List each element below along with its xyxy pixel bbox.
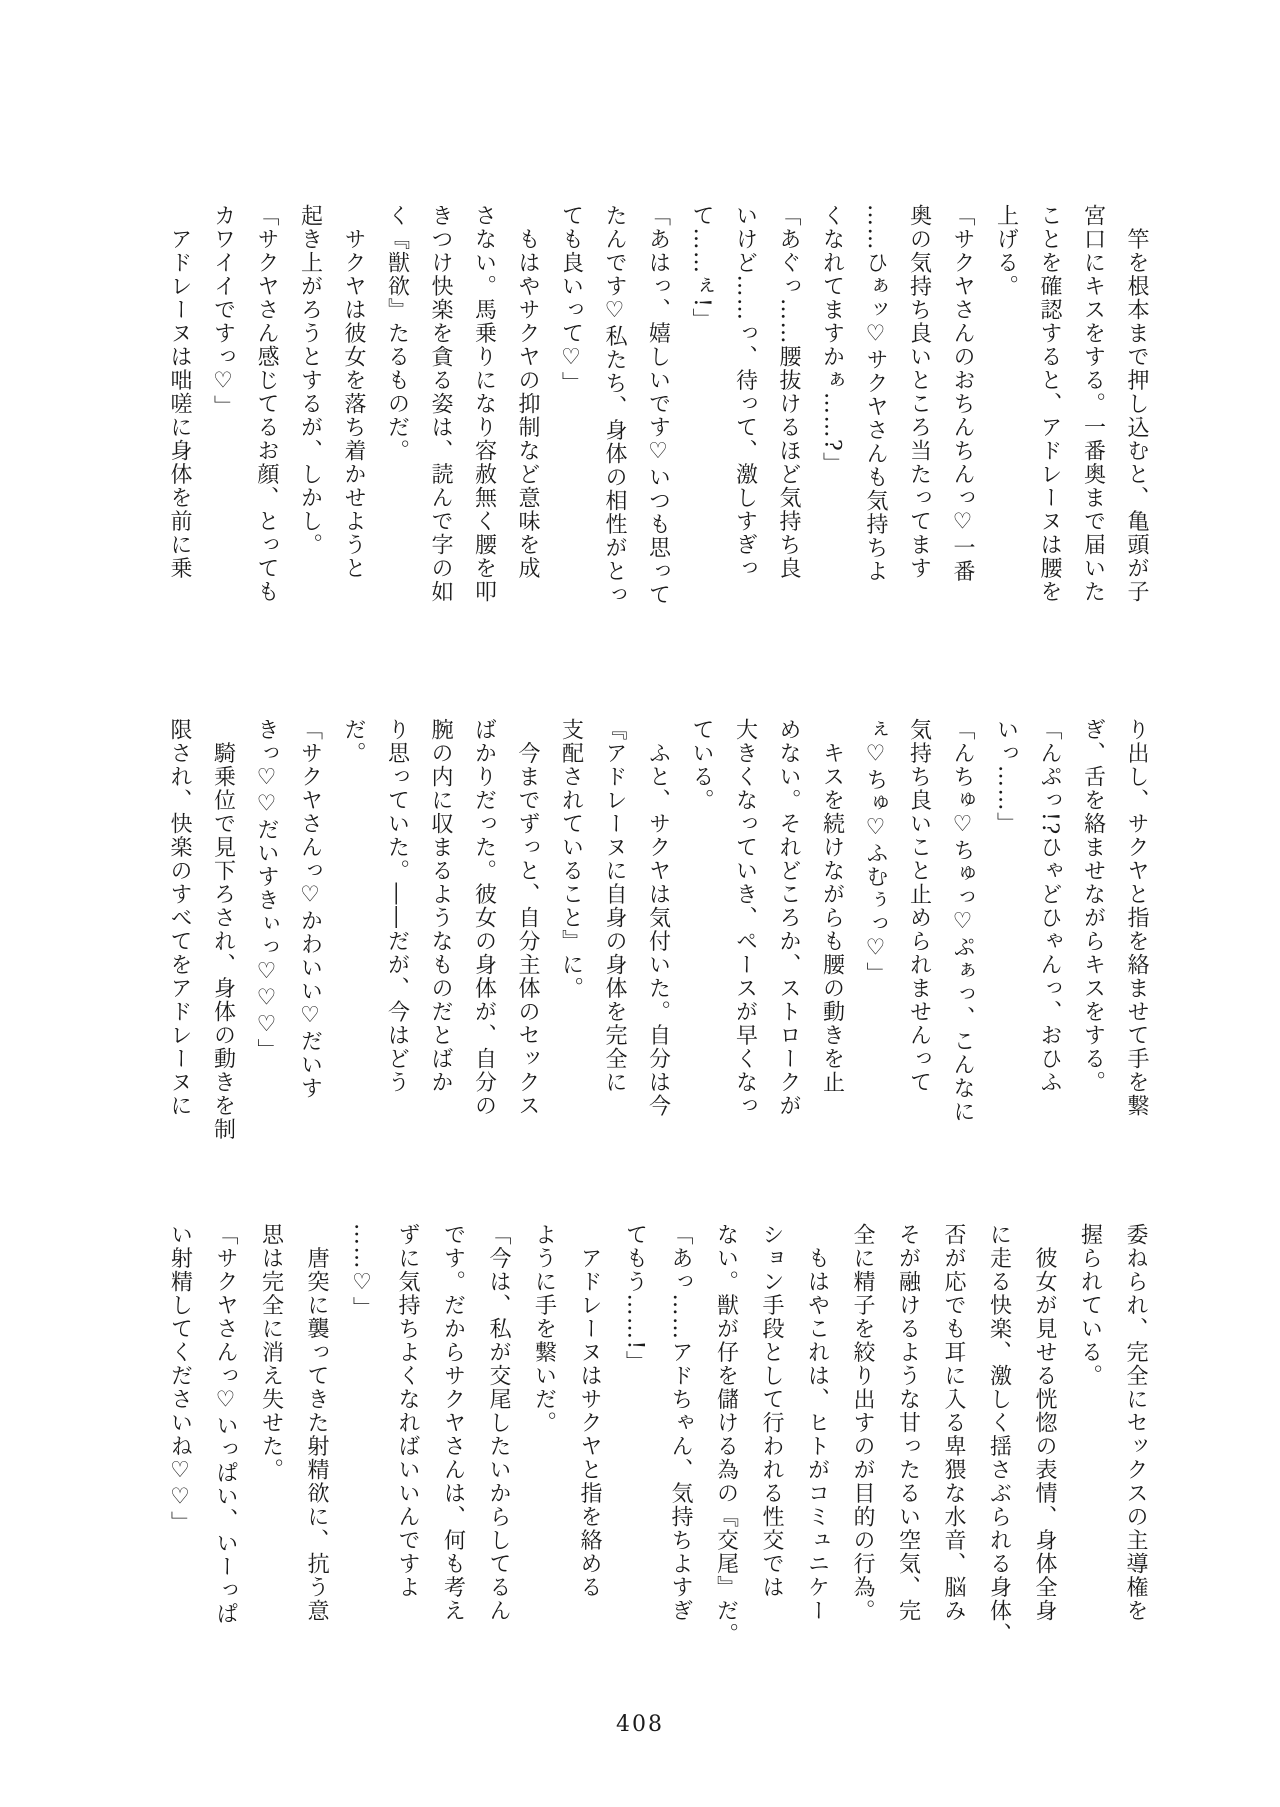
text-column: ……ひぁッ♡サクヤさんも気持ちよ xyxy=(863,204,888,583)
text-column: くなれてますかぁ……?」 xyxy=(819,204,845,476)
text-column: ても良いって♡」 xyxy=(558,204,584,395)
text-column: 『アドレーヌに自身の身体を完全に xyxy=(602,718,627,1094)
text-column: 握られている。 xyxy=(1077,1223,1103,1388)
text-column: 「サクヤさん感じてるお顔、とっても xyxy=(254,204,279,604)
text-column: たんです♡私たち、身体の相性がとっ xyxy=(602,204,627,607)
text-column: 「今は、私が交尾したいからしてるん xyxy=(486,1223,511,1623)
text-column: に走る快楽、激しく揺さぶられる身体、 xyxy=(986,1223,1012,1646)
text-column: アドレーヌはサクヤと指を絡める xyxy=(577,1223,602,1599)
text-column: 唐突に襲ってきた射精欲に、抗う意 xyxy=(304,1223,329,1623)
text-column: いけど……っ、待って、激しすぎっ xyxy=(732,204,758,580)
text-column: 宮口にキスをする。一番奥まで届いた xyxy=(1080,204,1106,604)
text-column: だ。 xyxy=(341,718,366,765)
text-band-bottom xyxy=(157,1223,1158,1655)
text-column: 「サクヤさんっ♡かわいい♡だいす xyxy=(297,718,323,1100)
text-column: 「んぷっ!?ひゃどひゃんっ、おひふ xyxy=(1037,718,1062,1095)
text-column: 「あはっ、嬉しいです♡いつも思って xyxy=(645,204,671,607)
text-column: 起き上がろうとするが、しかし。 xyxy=(297,204,323,557)
text-column: い射精してくださいね♡♡」 xyxy=(167,1223,193,1535)
text-column: ずに気持ちよくなればいいんですよ xyxy=(395,1223,420,1599)
text-column: 「あっ……アドちゃん、気持ちよすぎ xyxy=(668,1223,693,1623)
text-column: 竿を根本まで押し込むと、亀頭が子 xyxy=(1124,204,1149,604)
text-column: ……♡」 xyxy=(349,1223,375,1320)
text-column: 騎乗位で見下ろされ、身体の動きを制 xyxy=(210,718,236,1141)
text-column: 否が応でも耳に入る卑猥な水音、脳み xyxy=(941,1223,966,1623)
text-column: サクヤは彼女を落ち着かせようと xyxy=(341,204,366,580)
text-column: ぎ、舌を絡ませながらキスをする。 xyxy=(1080,718,1106,1094)
text-band-top xyxy=(158,204,1159,636)
text-column: 大きくなっていき、ペースが早くなっ xyxy=(732,718,758,1118)
text-column: 全に精子を絞り出すのが目的の行為。 xyxy=(850,1223,875,1623)
text-column: アドレーヌは咄嗟に身体を前に乗 xyxy=(167,204,192,580)
text-column: ふと、サクヤは気付いた。自分は今 xyxy=(645,718,671,1118)
text-column: 「サクヤさんっ♡いっぱい、いーっぱ xyxy=(213,1223,238,1626)
text-column: 「あぐっ……腰抜けるほど気持ち良 xyxy=(776,204,801,580)
text-column: 腕の内に収まるようなものだとばか xyxy=(428,718,453,1094)
text-column: 「んちゅ♡ちゅっ♡ぷぁっ、こんなに xyxy=(950,718,975,1124)
text-column: 上げる。 xyxy=(993,204,1019,298)
text-column: てもう……!」 xyxy=(622,1223,648,1375)
text-column: キスを続けながらも腰の動きを止 xyxy=(819,718,845,1094)
text-column: 限され、快楽のすべてをアドレーヌに xyxy=(167,718,192,1118)
text-column: そが融けるような甘ったるい空気、完 xyxy=(895,1223,921,1623)
text-column: ように手を繋いだ。 xyxy=(531,1223,557,1435)
text-column: ション手段として行われる性交では xyxy=(759,1223,784,1599)
text-column: さない。馬乗りになり容赦無く腰を叩 xyxy=(471,204,497,604)
text-column: く『獣欲』たるものだ。 xyxy=(384,204,410,463)
text-column: 支配されていること』に。 xyxy=(558,718,584,1000)
text-column: 委ねられ、完全にセックスの主導権を xyxy=(1123,1223,1148,1623)
text-column: ている。 xyxy=(689,718,714,812)
text-column: ない。獣が仔を儲ける為の『交尾』だ。 xyxy=(713,1223,739,1646)
text-column: ばかりだった。彼女の身体が、自分の xyxy=(471,718,497,1118)
text-column: 奥の気持ち良いところ当たってます xyxy=(906,204,932,580)
text-column: て……ぇ!」 xyxy=(689,204,714,332)
text-column: もはやサクヤの抑制など意味を成 xyxy=(515,204,540,580)
text-column: です。だからサクヤさんは、何も考え xyxy=(440,1223,466,1623)
text-column: 「サクヤさんのおちんちんっ♡一番 xyxy=(950,204,975,583)
page-number: 408 xyxy=(616,1712,664,1737)
text-column: カワイイですっ♡」 xyxy=(210,204,236,419)
text-column: 彼女が見せる恍惚の表情、身体全身 xyxy=(1032,1223,1057,1623)
text-column: いっ……」 xyxy=(993,718,1019,836)
text-column: り出し、サクヤと指を絡ませて手を繋 xyxy=(1124,718,1149,1118)
text-column: 気持ち良いこと止められませんって xyxy=(906,718,932,1094)
text-band-middle xyxy=(158,718,1159,1150)
text-column: 今までずっと、自分主体のセックス xyxy=(515,718,540,1118)
text-column: もはやこれは、ヒトがコミュニケー xyxy=(804,1223,830,1623)
text-column: ぇ♡ちゅ♡ふむぅっ♡」 xyxy=(863,718,888,986)
text-column: きつけ快楽を貪る姿は、読んで字の如 xyxy=(428,204,453,604)
text-column: り思っていた。――だが、今はどう xyxy=(384,718,410,1094)
text-column: めない。それどころか、ストロークが xyxy=(776,718,801,1118)
text-column: 思は完全に消え失せた。 xyxy=(258,1223,284,1482)
text-column: ことを確認すると、アドレーヌは腰を xyxy=(1037,204,1062,604)
text-column: きっ♡♡だいすきぃっ♡♡♡」 xyxy=(254,718,279,1062)
